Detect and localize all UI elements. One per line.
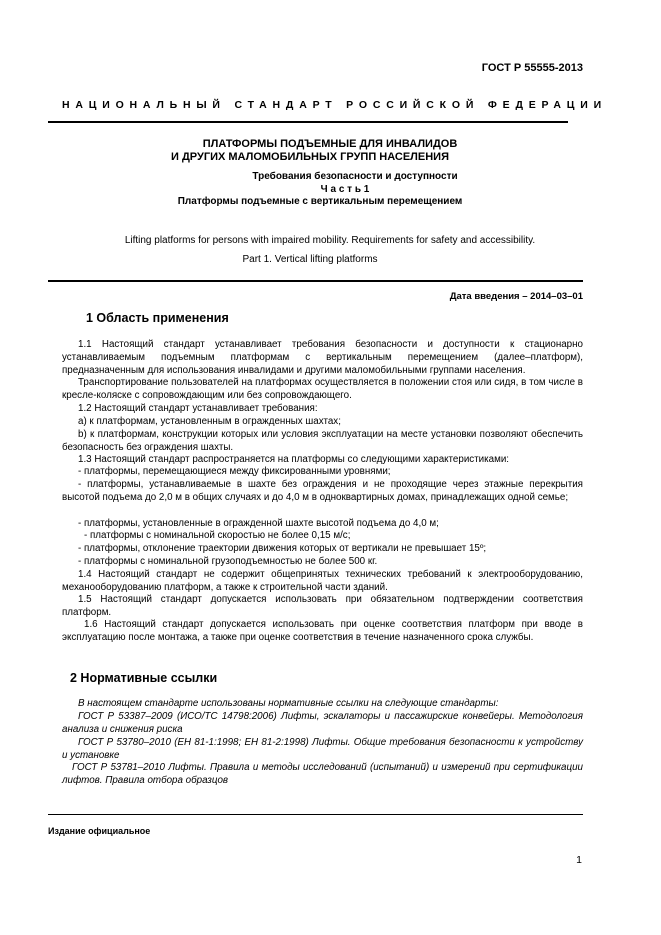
footer-divider <box>48 814 583 815</box>
document-subtitle <box>80 171 560 209</box>
english-part: Part 1. Vertical lifting platforms <box>242 254 378 265</box>
reference-item: ГОСТ Р 53780–2010 (ЕН 81-1:1998; ЕН 81-2:1998) Лифты. Общие требования безопасности к устройству и установке <box>62 737 583 761</box>
reference-item: ГОСТ Р 53387–2009 (ИСО/ТС 14798:2006) Лифты, эскалаторы и пассажирские конвейеры. Методология анализа и снижения риска <box>62 711 583 735</box>
document-title <box>80 138 580 164</box>
paragraph: В настоящем стандарте использованы нормативные ссылки на следующие стандарты: <box>78 698 499 709</box>
official-edition-label: Издание официальное <box>48 826 151 836</box>
english-title: Lifting platforms for persons with impaired mobility. Requirements for safety and accessibility. <box>124 235 536 246</box>
title-line-1: ПЛАТФОРМЫ ПОДЪЕМНЫЕ ДЛЯ ИНВАЛИДОВ <box>202 138 458 150</box>
list-item: - платформы, отклонение траектории движения которых от вертикали не превышает 15º; <box>78 543 487 554</box>
title-line-2: И ДРУГИХ МАЛОМОБИЛЬНЫХ ГРУПП НАСЕЛЕНИЯ <box>171 151 449 163</box>
list-item: - платформы с номинальной грузоподъемностью не более 500 кг. <box>78 556 378 567</box>
list-item: - платформы с номинальной скоростью не более 0,15 м/с; <box>84 530 351 541</box>
subtitle-platforms: Платформы подъемные с вертикальным перемещением <box>177 196 463 207</box>
page-number: 1 <box>576 854 582 866</box>
section-1-heading: 1 Область применения <box>86 311 229 325</box>
paragraph: 1.4 Настоящий стандарт не содержит общепринятых технических требований к электрооборудованию, механооборудованию платформ, а также к строительной части зданий. <box>62 569 583 593</box>
subtitle-requirements: Требования безопасности и доступности <box>252 171 458 182</box>
list-item: - платформы, перемещающиеся между фиксированными уровнями; <box>78 466 391 477</box>
national-standard-heading: НАЦИОНАЛЬНЫЙ СТАНДАРТ РОССИЙСКОЙ ФЕДЕРАЦИИ <box>62 99 607 111</box>
list-item: - платформы, установленные в огражденной шахте высотой подъема до 4,0 м; <box>78 518 439 529</box>
list-item: - платформы, устанавливаемые в шахте без ограждения и не проходящие через этажные перекрытия высотой подъема до 2,0 м в общих случаях и до 4,0 м в одноквартирных домах, принадлежащих одной семье; <box>62 479 583 503</box>
paragraph: 1.6 Настоящий стандарт допускается использовать при оценке соответствия платформ при вводе в эксплуатацию после монтажа, а также при оценке соответствия в течение назначенного срока службы. <box>62 619 583 643</box>
paragraph: 1.3 Настоящий стандарт распространяется на платформы со следующими характеристиками: <box>78 454 510 465</box>
paragraph: 1.5 Настоящий стандарт допускается использовать при обязательном подтверждении соответствия платформ. <box>62 594 583 618</box>
title-divider <box>48 280 583 282</box>
header-divider <box>48 121 568 123</box>
document-code: ГОСТ Р 55555-2013 <box>481 62 583 74</box>
paragraph: 1.2 Настоящий стандарт устанавливает требования: <box>78 403 318 414</box>
reference-item: ГОСТ Р 53781–2010 Лифты. Правила и методы исследований (испытаний) и измерений при сертификации лифтов. Правила отбора образцов <box>62 762 583 786</box>
section-2-heading: 2 Нормативные ссылки <box>70 671 218 685</box>
effective-date: Дата введения – 2014–03–01 <box>449 291 583 302</box>
paragraph: Транспортирование пользователей на платформах осуществляется в положении стоя или сидя, в том числе в кресле-коляске с сопровождающим или без сопровождающего. <box>62 377 583 401</box>
subtitle-part: Ч а с т ь 1 <box>320 183 370 195</box>
paragraph: 1.1 Настоящий стандарт устанавливает требования безопасности и доступности к стационарно устанавливаемым подъемным платформам с вертикальным перемещением (далее–платформ), предназначенным для использования инвалидами и другими маломобильными группами населения. <box>62 339 583 376</box>
list-item: a) к платформам, установленным в огражденных шахтах; <box>78 416 341 427</box>
list-item: b) к платформам, конструкции которых или условия эксплуатации на месте установки позволяют обеспечить безопасность без ограждения шахты. <box>62 429 583 453</box>
